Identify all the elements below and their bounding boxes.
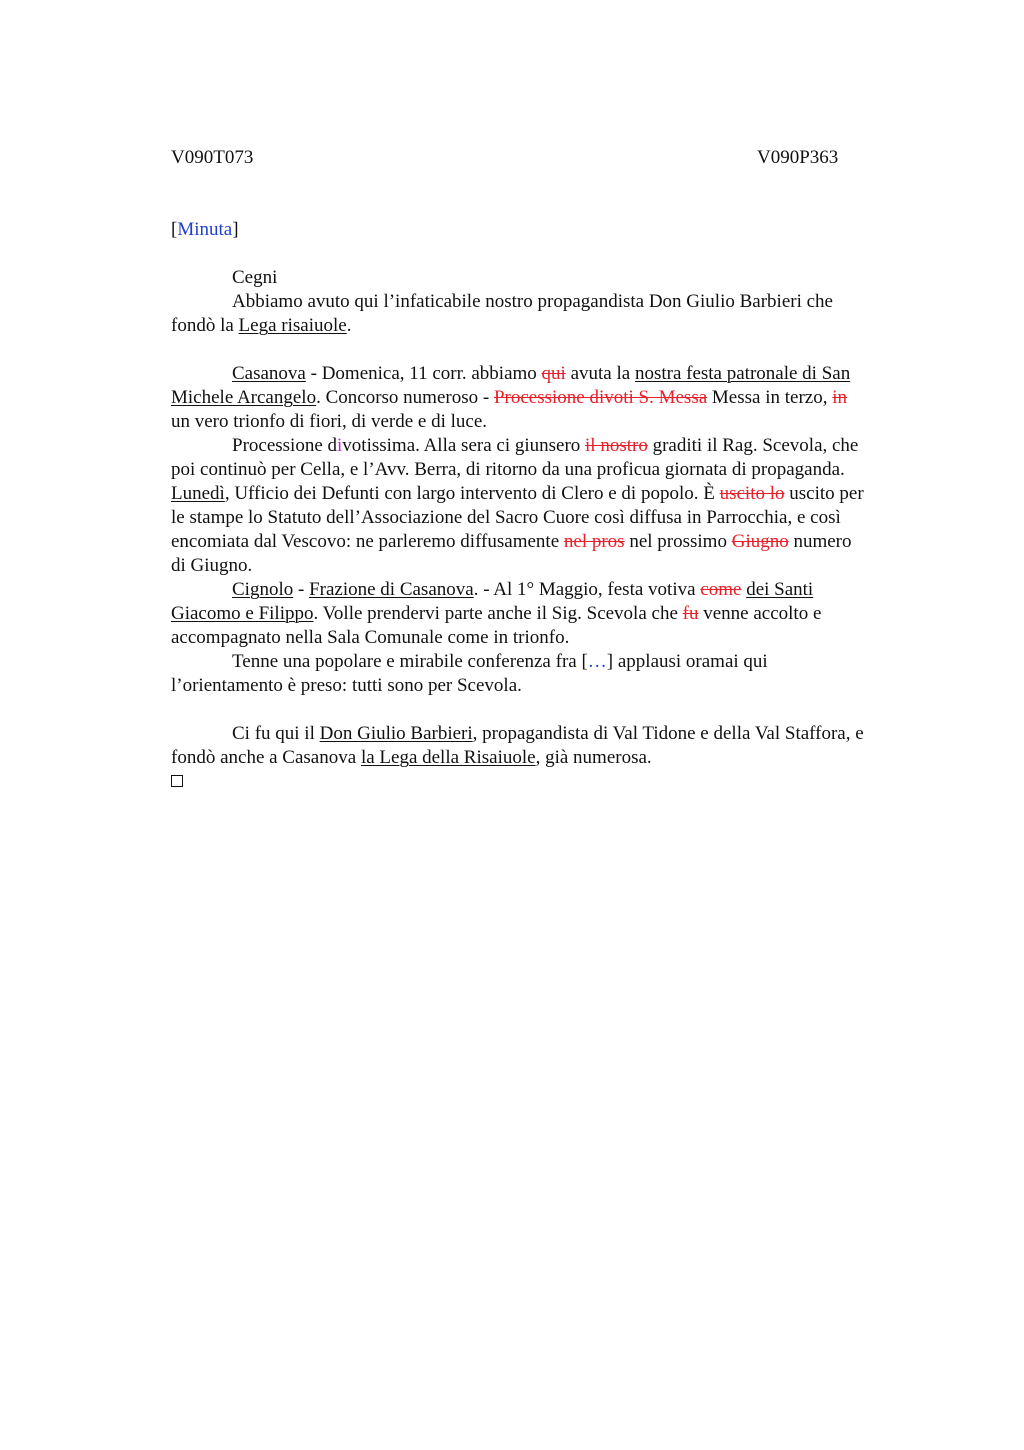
cegni-line-1: Abbiamo avuto qui l’infaticabile nostro propagandista Don Giulio Barbieri che [232, 291, 833, 312]
document-page [171, 146, 931, 794]
cignolo-line-1: Cignolo - Frazione di Casanova. - Al 1° Maggio, festa votiva come dei Santi [232, 579, 814, 600]
casanova-line-6: Lunedì, Ufficio dei Defunti con largo intervento di Clero e di popolo. È uscito lo uscito per [171, 483, 864, 504]
deleted-text: uscito lo [719, 483, 785, 504]
cignolo-line-4: Tenne una popolare e mirabile conferenza fra […] applausi oramai qui [232, 651, 768, 672]
deleted-text: qui [541, 363, 566, 384]
casanova-line-3: un vero trionfo di fiori, di verde e di luce. [171, 411, 488, 432]
cignolo-section [171, 578, 931, 698]
document-code-right: V090P363 [757, 147, 839, 168]
inserted-letter: i [337, 435, 343, 456]
final-section [171, 722, 931, 794]
minuta-text: Minuta [177, 219, 233, 240]
casanova-line-2: Michele Arcangelo. Concorso numeroso - Processione divoti S. Messa Messa in terzo, in [171, 387, 847, 408]
editorial-ellipsis: … [587, 651, 607, 672]
deleted-text: come [700, 579, 742, 600]
deleted-text: Giugno [731, 531, 789, 552]
casanova-section [171, 362, 931, 578]
cignolo-line-2: Giacomo e Filippo. Volle prendervi parte anche il Sig. Scevola che fu venne accolto e [171, 603, 822, 624]
empty-square-icon [171, 775, 183, 787]
casanova-heading: Casanova [232, 363, 306, 384]
casanova-line-1: Casanova - Domenica, 11 corr. abbiamo qui avuta la nostra festa patronale di San [232, 363, 851, 384]
final-line-2: fondò anche a Casanova la Lega della Risaiuole, già numerosa. [171, 747, 652, 768]
casanova-line-8: encomiata dal Vescovo: ne parleremo diffusamente nel pros nel prossimo Giugno numero [171, 531, 852, 552]
cignolo-heading: Cignolo [232, 579, 294, 600]
cegni-section [171, 266, 931, 338]
header-codes [171, 146, 931, 170]
deleted-text: fu [682, 603, 699, 624]
cegni-line-2: fondò la Lega risaiuole. [171, 315, 352, 336]
final-line-1: Ci fu qui il Don Giulio Barbieri, propagandista di Val Tidone e della Val Staffora, e [232, 723, 864, 744]
cignolo-line-5: l’orientamento è preso: tutti sono per Scevola. [171, 675, 522, 696]
cegni-title: Cegni [232, 267, 278, 288]
casanova-line-5: poi continuò per Cella, e l’Avv. Berra, di ritorno da una proficua giornata di propaganda. [171, 459, 845, 480]
lega-risaiuole-underlined: Lega risaiuole [238, 315, 347, 336]
deleted-text: Processione divoti S. Messa [493, 387, 708, 408]
cignolo-line-3: accompagnato nella Sala Comunale come in trionfo. [171, 627, 570, 648]
deleted-text: nel pros [563, 531, 625, 552]
minuta-label: [Minuta] [171, 219, 239, 240]
casanova-line-4: Processione divotissima. Alla sera ci giunsero il nostro graditi il Rag. Scevola, che [232, 435, 859, 456]
document-code-left: V090T073 [171, 147, 254, 168]
end-marker [171, 770, 931, 794]
casanova-line-9: di Giugno. [171, 555, 253, 576]
deleted-text: il nostro [585, 435, 648, 456]
casanova-line-7: le stampe lo Statuto dell’Associazione del Sacro Cuore così diffusa in Parrocchia, e così [171, 507, 841, 528]
deleted-text: in [832, 387, 847, 408]
